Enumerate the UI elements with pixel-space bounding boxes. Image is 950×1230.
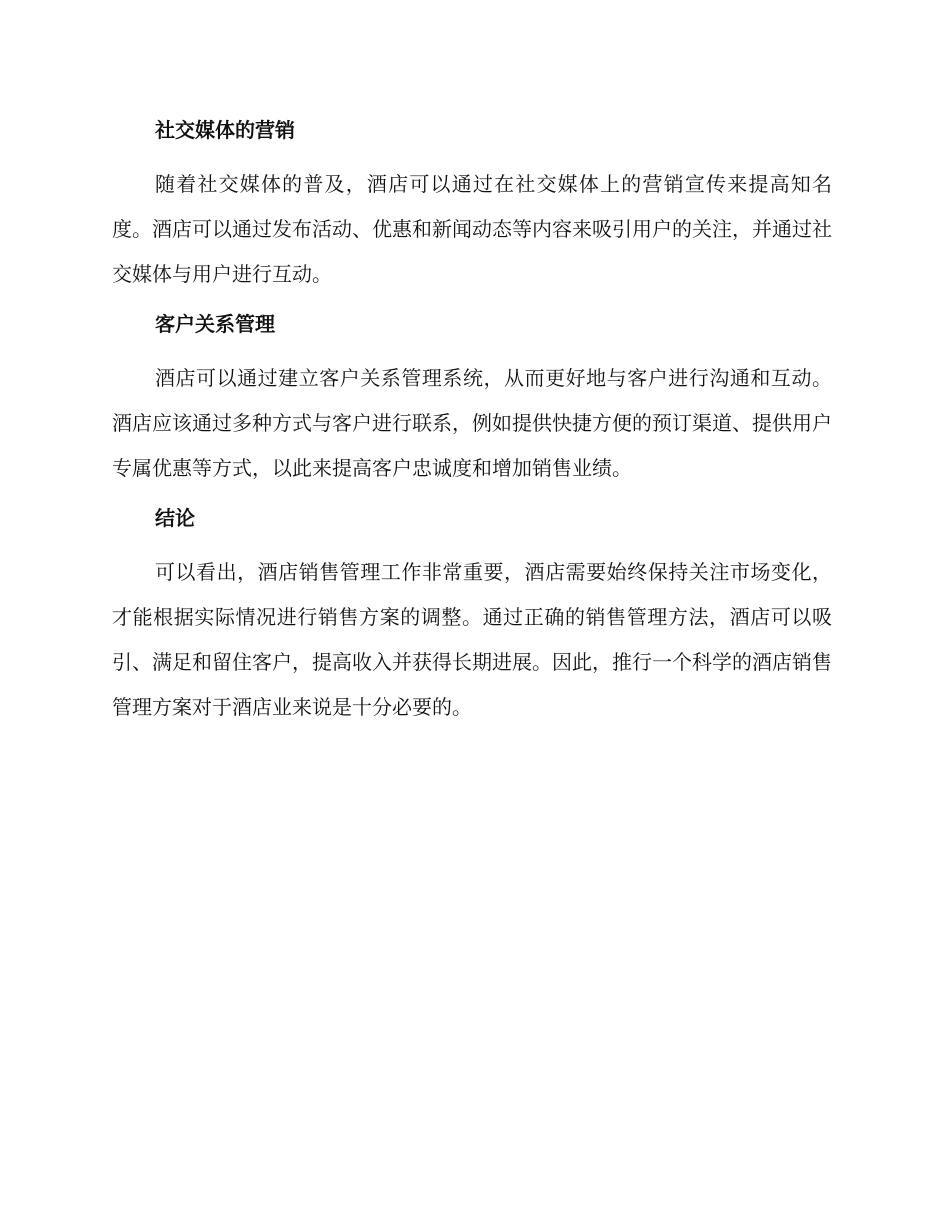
section-paragraph: 酒店可以通过建立客户关系管理系统，从而更好地与客户进行沟通和互动。酒店应该通过多种方式与客户进行联系，例如提供快捷方便的预订渠道、提供用户专属优惠等方式，以此来提高客户忠诚度和增加销售业绩。 bbox=[112, 366, 832, 480]
document-page bbox=[112, 108, 832, 735]
section-conclusion bbox=[112, 496, 832, 730]
section-customer-relationship bbox=[112, 302, 832, 491]
section-heading: 社交媒体的营销 bbox=[155, 118, 295, 142]
section-heading: 结论 bbox=[155, 506, 195, 530]
section-heading: 客户关系管理 bbox=[155, 312, 275, 336]
section-paragraph: 可以看出，酒店销售管理工作非常重要，酒店需要始终保持关注市场变化，才能根据实际情况进行销售方案的调整。通过正确的销售管理方法，酒店可以吸引、满足和留住客户，提高收入并获得长期进展。因此，推行一个科学的酒店销售管理方案对于酒店业来说是十分必要的。 bbox=[112, 560, 832, 719]
section-paragraph: 随着社交媒体的普及，酒店可以通过在社交媒体上的营销宣传来提高知名度。酒店可以通过发布活动、优惠和新闻动态等内容来吸引用户的关注，并通过社交媒体与用户进行互动。 bbox=[112, 172, 832, 286]
section-social-media-marketing bbox=[112, 108, 832, 297]
